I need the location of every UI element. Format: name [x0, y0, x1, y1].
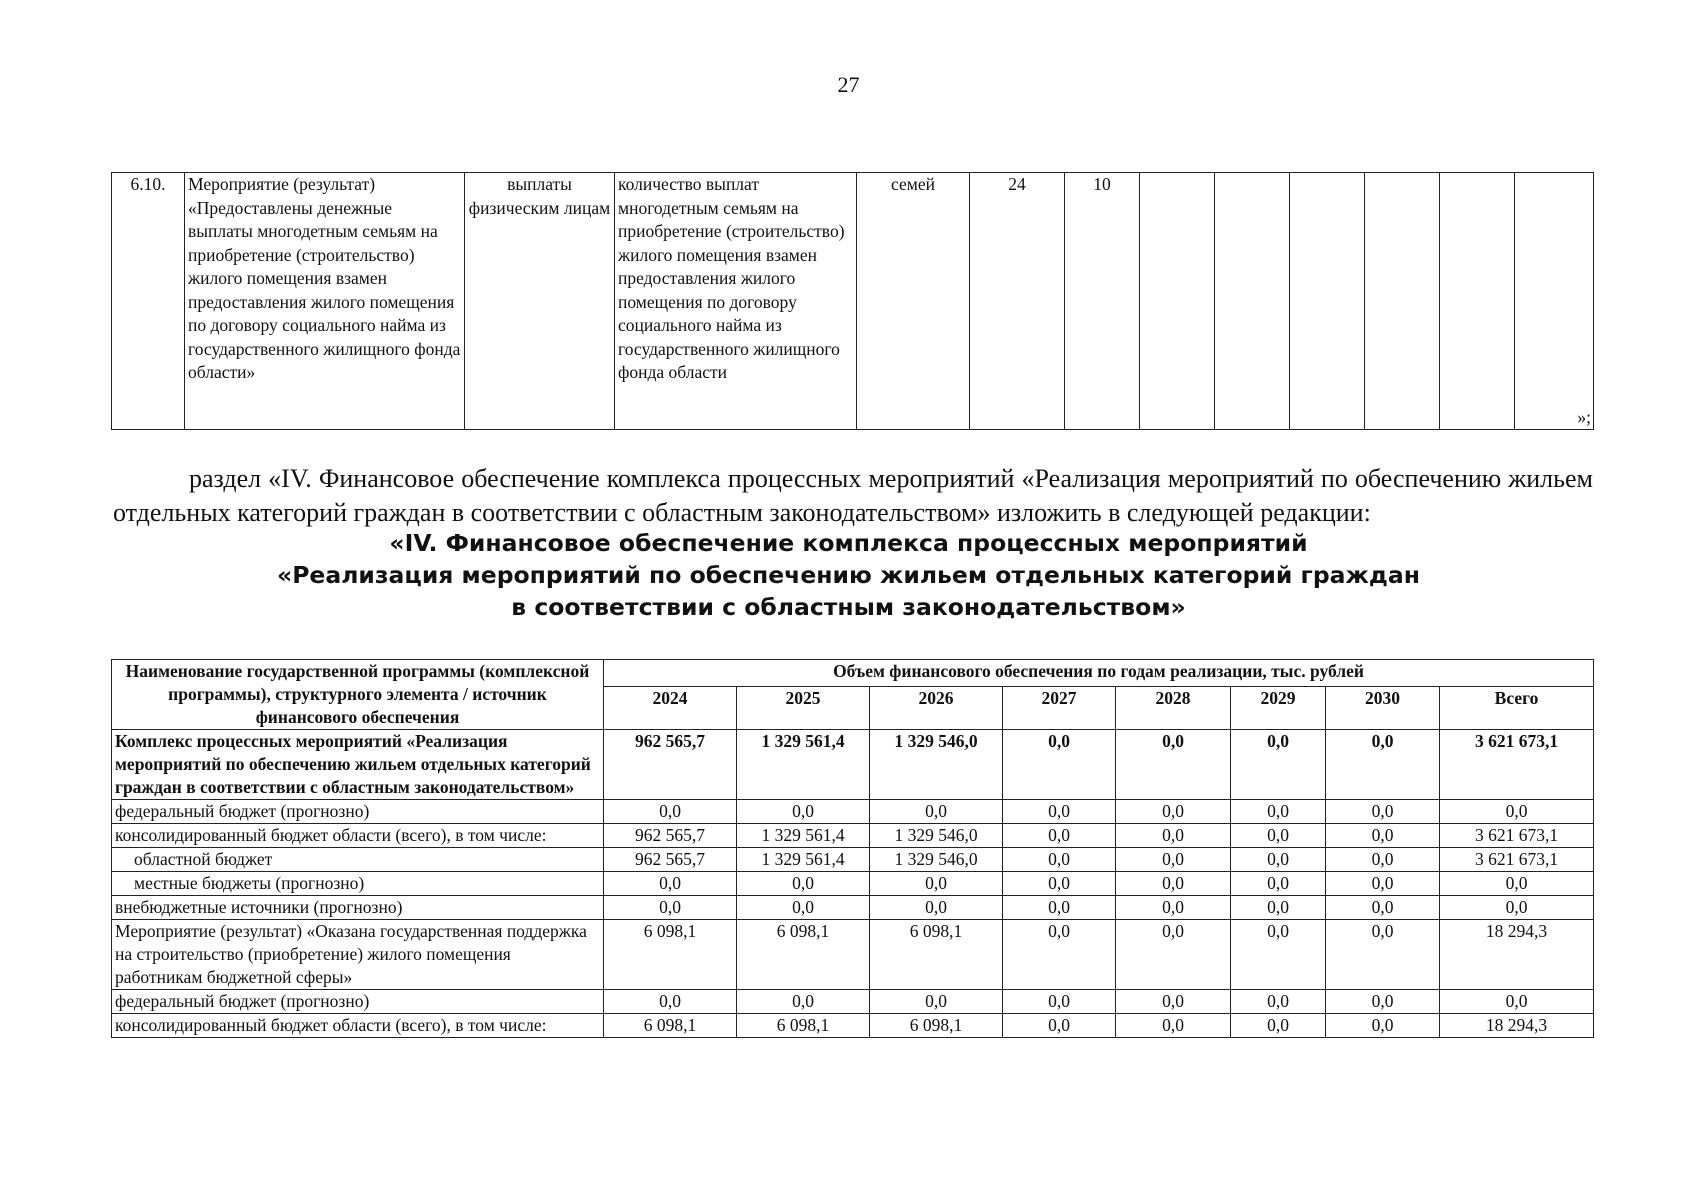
empty-cell — [1290, 173, 1365, 430]
cell-value: 3 621 673,1 — [1440, 730, 1594, 800]
cell-value: 0,0 — [870, 990, 1003, 1014]
unit: семей — [857, 173, 970, 430]
cell-value: 0,0 — [1231, 824, 1326, 848]
cell-value: 0,0 — [1003, 800, 1116, 824]
indicator-name: количество выплат многодетным семьям на приобретение (строительство) жилого помещения взамен предоставления жилого помещения по договору социального найма из государственного жилищного фонда области — [615, 173, 857, 430]
cell-value: 0,0 — [1116, 848, 1231, 872]
cell-value: 0,0 — [737, 872, 870, 896]
cell-value: 0,0 — [1326, 1014, 1440, 1038]
cell-value: 0,0 — [1326, 920, 1440, 990]
cell-value: 0,0 — [1116, 920, 1231, 990]
cell-value: 0,0 — [1440, 872, 1594, 896]
cell-value: 6 098,1 — [737, 1014, 870, 1038]
cell-value: 6 098,1 — [737, 920, 870, 990]
cell-value: 18 294,3 — [1440, 920, 1594, 990]
heading-line-1: «IV. Финансовое обеспечение комплекса процессных мероприятий — [389, 529, 1308, 557]
year-header: 2024 — [604, 687, 737, 730]
row-name: Комплекс процессных мероприятий «Реализация мероприятий по обеспечению жильем отдельных категорий граждан в соответствии с областным законодательством» — [112, 730, 604, 800]
cell-value: 0,0 — [604, 896, 737, 920]
cell-value: 0,0 — [1326, 824, 1440, 848]
cell-value: 1 329 561,4 — [737, 824, 870, 848]
cell-value: 0,0 — [1231, 990, 1326, 1014]
event-type: выплаты физическим лицам — [465, 173, 615, 430]
cell-value: 0,0 — [1116, 800, 1231, 824]
cell-value: 0,0 — [1003, 872, 1116, 896]
table-row — [112, 920, 1594, 990]
cell-value: 0,0 — [1326, 848, 1440, 872]
cell-value: 0,0 — [737, 896, 870, 920]
year-header: 2030 — [1326, 687, 1440, 730]
table-row — [112, 1014, 1594, 1038]
cell-value: 0,0 — [1326, 800, 1440, 824]
last-cell — [1515, 173, 1594, 430]
indicator-table — [111, 172, 1594, 430]
cell-value: 0,0 — [1116, 824, 1231, 848]
cell-value: 0,0 — [1440, 990, 1594, 1014]
cell-value: 0,0 — [1116, 730, 1231, 800]
cell-value: 6 098,1 — [604, 1014, 737, 1038]
cell-value: 0,0 — [1003, 730, 1116, 800]
cell-value: 0,0 — [1231, 800, 1326, 824]
cell-value: 1 329 546,0 — [870, 824, 1003, 848]
header-volume: Объем финансового обеспечения по годам реализации, тыс. рублей — [604, 660, 1594, 687]
cell-value: 0,0 — [870, 896, 1003, 920]
cell-value: 0,0 — [1003, 920, 1116, 990]
cell-value: 0,0 — [1326, 730, 1440, 800]
table-row — [112, 730, 1594, 800]
table-row — [112, 990, 1594, 1014]
value-1: 24 — [970, 173, 1065, 430]
cell-value: 0,0 — [1116, 896, 1231, 920]
amendment-paragraph: раздел «IV. Финансовое обеспечение комплекса процессных мероприятий «Реализация мероприятий по обеспечению жильем отдельных категорий граждан в соответствии с областным законодательством» изложить в следующей редакции: — [113, 464, 1593, 527]
cell-value: 962 565,7 — [604, 848, 737, 872]
cell-value: 3 621 673,1 — [1440, 848, 1594, 872]
row-number: 6.10. — [112, 173, 185, 430]
empty-cell — [1365, 173, 1440, 430]
year-header: Всего — [1440, 687, 1594, 730]
table-row — [112, 173, 1594, 430]
table-row — [112, 872, 1594, 896]
event-name: Мероприятие (результат) «Предоставлены денежные выплаты многодетным семьям на приобретение (строительство) жилого помещения взамен предоставления жилого помещения по договору социального найма из государственного жилищного фонда области» — [185, 173, 465, 430]
cell-value: 962 565,7 — [604, 824, 737, 848]
cell-value: 0,0 — [604, 800, 737, 824]
table-row — [112, 848, 1594, 872]
row-name: федеральный бюджет (прогнозно) — [112, 800, 604, 824]
cell-value: 0,0 — [1116, 872, 1231, 896]
row-name: консолидированный бюджет области (всего), в том числе: — [112, 824, 604, 848]
empty-cell — [1440, 173, 1515, 430]
cell-value: 962 565,7 — [604, 730, 737, 800]
cell-value: 0,0 — [737, 800, 870, 824]
row-name: областной бюджет — [112, 848, 604, 872]
cell-value: 1 329 561,4 — [737, 848, 870, 872]
cell-value: 0,0 — [1440, 800, 1594, 824]
year-header: 2025 — [737, 687, 870, 730]
year-header: 2028 — [1116, 687, 1231, 730]
cell-value: 0,0 — [1326, 990, 1440, 1014]
year-header: 2029 — [1231, 687, 1326, 730]
row-name: местные бюджеты (прогнозно) — [112, 872, 604, 896]
cell-value: 6 098,1 — [604, 920, 737, 990]
cell-value: 0,0 — [1003, 824, 1116, 848]
cell-value: 0,0 — [1003, 848, 1116, 872]
cell-value: 0,0 — [604, 990, 737, 1014]
closing-quote: »; — [1577, 406, 1591, 427]
cell-value: 0,0 — [1116, 990, 1231, 1014]
financing-table — [111, 659, 1594, 1038]
cell-value: 1 329 561,4 — [737, 730, 870, 800]
cell-value: 0,0 — [1440, 896, 1594, 920]
heading-line-3: в соответствии с областным законодательством» — [511, 593, 1186, 621]
cell-value: 0,0 — [1326, 896, 1440, 920]
cell-value: 18 294,3 — [1440, 1014, 1594, 1038]
cell-value: 0,0 — [1003, 1014, 1116, 1038]
header-name: Наименование государственной программы (комплексной программы), структурного элемента / источник финансового обеспечения — [112, 660, 604, 730]
row-name: федеральный бюджет (прогнозно) — [112, 990, 604, 1014]
cell-value: 0,0 — [604, 872, 737, 896]
cell-value: 0,0 — [1003, 990, 1116, 1014]
cell-value: 0,0 — [1326, 872, 1440, 896]
cell-value: 0,0 — [1231, 730, 1326, 800]
cell-value: 0,0 — [1231, 872, 1326, 896]
cell-value: 0,0 — [1231, 848, 1326, 872]
cell-value: 0,0 — [1231, 896, 1326, 920]
empty-cell — [1215, 173, 1290, 430]
cell-value: 0,0 — [1003, 896, 1116, 920]
cell-value: 6 098,1 — [870, 920, 1003, 990]
year-header: 2026 — [870, 687, 1003, 730]
row-name: Мероприятие (результат) «Оказана государственная поддержка на строительство (приобретение) жилого помещения работникам бюджетной сферы» — [112, 920, 604, 990]
cell-value: 0,0 — [1116, 1014, 1231, 1038]
header-row — [112, 660, 1594, 687]
row-name: внебюджетные источники (прогнозно) — [112, 896, 604, 920]
table-row — [112, 824, 1594, 848]
cell-value: 1 329 546,0 — [870, 848, 1003, 872]
empty-cell — [1140, 173, 1215, 430]
cell-value: 0,0 — [1231, 1014, 1326, 1038]
row-name: консолидированный бюджет области (всего), в том числе: — [112, 1014, 604, 1038]
page-number: 27 — [837, 72, 860, 97]
cell-value: 6 098,1 — [870, 1014, 1003, 1038]
year-header: 2027 — [1003, 687, 1116, 730]
table-row — [112, 800, 1594, 824]
value-2: 10 — [1065, 173, 1140, 430]
cell-value: 3 621 673,1 — [1440, 824, 1594, 848]
cell-value: 0,0 — [870, 872, 1003, 896]
cell-value: 1 329 546,0 — [870, 730, 1003, 800]
section-heading — [0, 527, 1697, 623]
cell-value: 0,0 — [1231, 920, 1326, 990]
heading-line-2: «Реализация мероприятий по обеспечению жильем отдельных категорий граждан — [277, 561, 1420, 589]
table-row — [112, 896, 1594, 920]
cell-value: 0,0 — [870, 800, 1003, 824]
cell-value: 0,0 — [737, 990, 870, 1014]
